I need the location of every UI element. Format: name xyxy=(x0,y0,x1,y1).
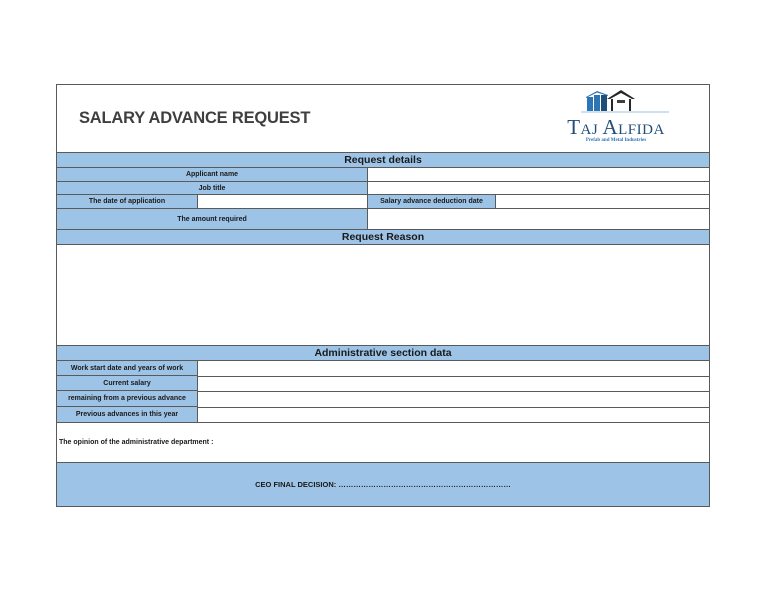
admin-opinion-row[interactable] xyxy=(57,423,709,463)
applicant-name-label: Applicant name xyxy=(57,168,368,181)
form-header xyxy=(57,85,709,152)
amount-required-row xyxy=(57,209,709,229)
remaining-advance-field[interactable] xyxy=(198,391,709,407)
current-salary-row xyxy=(57,376,709,391)
deduction-date-field[interactable] xyxy=(496,195,709,208)
admin-heading-row xyxy=(57,345,709,361)
applicant-name-row xyxy=(57,168,709,182)
remaining-advance-row xyxy=(57,391,709,407)
applicant-name-field[interactable] xyxy=(368,168,709,181)
work-start-row xyxy=(57,361,709,376)
work-start-field[interactable] xyxy=(198,361,709,376)
admin-section-heading: Administrative section data xyxy=(314,347,452,359)
request-details-heading-row xyxy=(57,152,709,168)
application-date-row xyxy=(57,195,709,209)
job-title-field[interactable] xyxy=(368,182,709,194)
request-reason-heading: Request Reason xyxy=(341,231,425,243)
logo-subtitle: Prefab and Metal Industries xyxy=(585,138,647,143)
date-of-application-field[interactable] xyxy=(198,195,368,208)
job-title-row xyxy=(57,182,709,195)
amount-required-field[interactable] xyxy=(368,209,709,229)
ceo-decision-row xyxy=(57,463,709,506)
company-logo xyxy=(561,87,671,149)
page-title: SALARY ADVANCE REQUEST xyxy=(79,109,311,127)
request-reason-field[interactable] xyxy=(57,245,709,345)
previous-advances-field[interactable] xyxy=(198,407,709,422)
current-salary-label: Current salary xyxy=(57,376,198,391)
date-of-application-label: The date of application xyxy=(57,195,198,208)
building-logo-icon xyxy=(561,87,671,117)
deduction-date-label: Salary advance deduction date xyxy=(368,195,496,208)
current-salary-field[interactable] xyxy=(198,376,709,391)
admin-opinion-label: The opinion of the administrative department : xyxy=(59,439,214,446)
previous-advances-row xyxy=(57,407,709,423)
work-start-label: Work start date and years of work xyxy=(57,361,198,376)
previous-advances-label: Previous advances in this year xyxy=(57,407,198,422)
job-title-label: Job title xyxy=(57,182,368,194)
request-details-heading: Request details xyxy=(344,154,422,166)
logo-wordmark: TAJ ALFIDA xyxy=(567,115,665,139)
ceo-decision-label[interactable]: CEO FINAL DECISION: …………………………………………………………… xyxy=(255,480,511,489)
request-reason-heading-row xyxy=(57,229,709,245)
salary-advance-form xyxy=(56,84,710,507)
amount-required-label: The amount required xyxy=(57,209,368,229)
remaining-advance-label: remaining from a previous advance xyxy=(57,391,198,407)
